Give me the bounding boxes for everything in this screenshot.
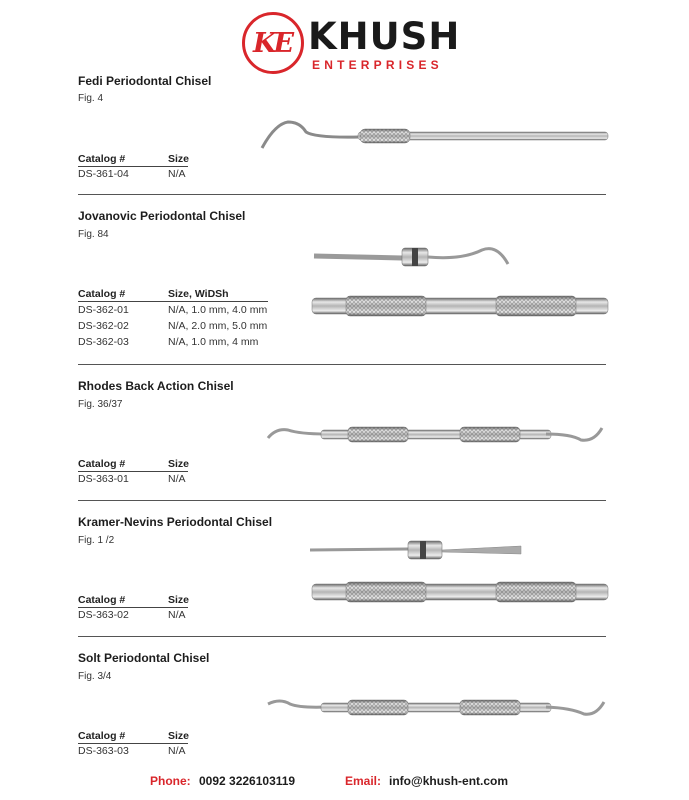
figure-label: Fig. 36/37 (78, 399, 123, 410)
catalog-header: Catalog # (78, 458, 126, 470)
size-value: N/A (168, 168, 186, 180)
instrument-image (266, 420, 606, 450)
size-header: Size (168, 594, 190, 606)
header-underline (78, 166, 188, 167)
catalog-header: Catalog # (78, 594, 126, 606)
catalog-number: DS-363-01 (78, 473, 129, 485)
figure-label: Fig. 84 (78, 229, 109, 240)
catalog-number: DS-362-02 (78, 320, 129, 332)
size-value: N/A, 1.0 mm, 4.0 mm (168, 304, 268, 316)
size-header: Size (168, 730, 190, 742)
brand-logo (242, 12, 461, 76)
logo-emblem (242, 12, 304, 74)
catalog-number: DS-362-03 (78, 336, 129, 348)
phone-label: Phone: (150, 774, 191, 788)
product-title: Kramer-Nevins Periodontal Chisel (78, 515, 273, 529)
instrument-handle-image (312, 292, 608, 320)
section-divider (78, 636, 606, 637)
catalog-number: DS-363-03 (78, 745, 129, 757)
catalog-number: DS-361-04 (78, 168, 129, 180)
catalog-header: Catalog # (78, 288, 126, 300)
product-title: Rhodes Back Action Chisel (78, 379, 234, 393)
instrument-tip-image (308, 536, 523, 566)
product-title: Solt Periodontal Chisel (78, 651, 210, 665)
brand-subtitle: ENTERPRISES (312, 58, 443, 72)
size-value: N/A (168, 609, 186, 621)
figure-label: Fig. 4 (78, 93, 104, 104)
catalog-header: Catalog # (78, 153, 126, 165)
size-value: N/A, 1.0 mm, 4 mm (168, 336, 259, 348)
phone-number: 0092 3226103119 (199, 774, 296, 788)
brand-name: KHUSH (308, 15, 461, 58)
size-header: Size (168, 153, 190, 165)
header-underline (78, 607, 188, 608)
catalog-header: Catalog # (78, 730, 126, 742)
size-value: N/A (168, 745, 186, 757)
size-header: Size (168, 458, 190, 470)
catalog-number: DS-362-01 (78, 304, 129, 316)
section-divider (78, 194, 606, 195)
product-title: Fedi Periodontal Chisel (78, 74, 212, 88)
figure-label: Fig. 3/4 (78, 671, 112, 682)
section-divider (78, 364, 606, 365)
header-underline (78, 301, 268, 302)
size-value: N/A (168, 473, 186, 485)
instrument-tip-image (312, 242, 512, 272)
instrument-handle-image (312, 578, 608, 606)
instrument-image (260, 116, 610, 156)
header-underline (78, 743, 188, 744)
size-value: N/A, 2.0 mm, 5.0 mm (168, 320, 268, 332)
header-underline (78, 471, 188, 472)
email-address[interactable]: info@khush-ent.com (389, 774, 509, 788)
instrument-image (266, 692, 606, 722)
email-label: Email: (345, 774, 382, 788)
catalog-number: DS-363-02 (78, 609, 129, 621)
section-divider (78, 500, 606, 501)
size-header: Size, WiDSh (168, 288, 229, 300)
logo-mark: KE (253, 28, 292, 59)
product-title: Jovanovic Periodontal Chisel (78, 209, 246, 223)
figure-label: Fig. 1 /2 (78, 535, 115, 546)
